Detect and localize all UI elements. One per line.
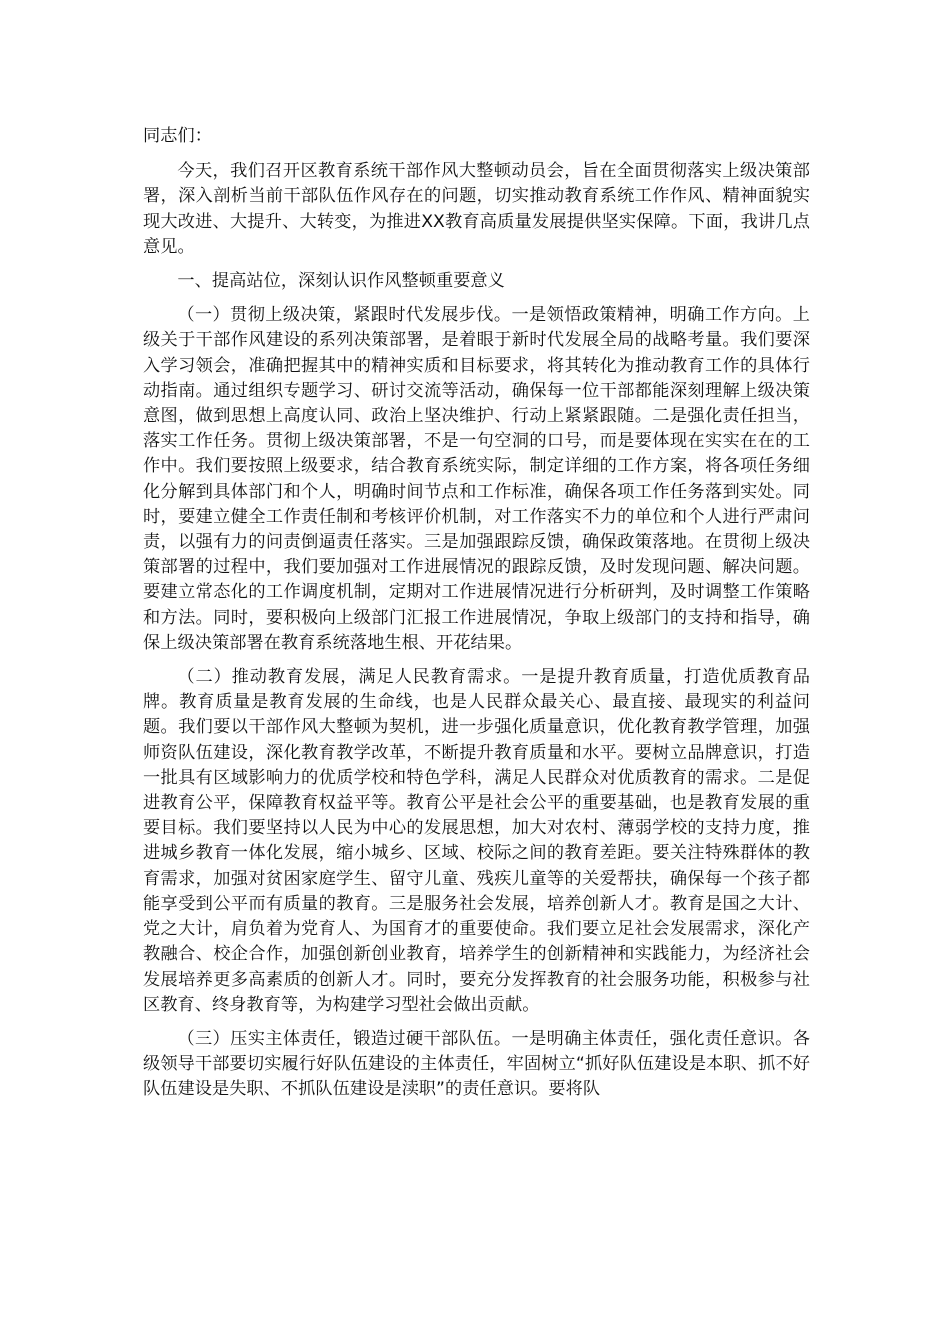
section-heading: 一、提高站位，深刻认识作风整顿重要意义 <box>177 271 505 292</box>
intro-paragraph: 今天，我们召开区教育系统干部作风大整顿动员会，旨在全面贯彻落实上级决策部署，深入剖析当前干部队伍作风存在的问题，切实推动教育系统工作作风、精神面貌实现大改进、大提升、大转变，为推进XX教育高质量发展提供坚实保障。下面，我讲几点意见。 <box>143 161 810 257</box>
body-paragraph-3: （三）压实主体责任，锻造过硬干部队伍。一是明确主体责任，强化责任意识。各级领导干部要切实履行好队伍建设的主体责任，牢固树立“抓好队伍建设是本职、抓不好队伍建设是失职、不抓队伍建设是渎职”的责任意识。要将队 <box>143 1028 810 1100</box>
body-paragraph-2: （二）推动教育发展，满足人民教育需求。一是提升教育质量，打造优质教育品牌。教育质量是教育发展的生命线，也是人民群众最关心、最直接、最现实的利益问题。我们要以干部作风大整顿为契机，进一步强化质量意识，优化教育教学管理，加强师资队伍建设，深化教育教学改革，不断提升教育质量和水平。要树立品牌意识，打造一批具有区域影响力的优质学校和特色学科，满足人民群众对优质教育的需求。二是促进教育公平，保障教育权益平等。教育公平是社会公平的重要基础，也是教育发展的重要目标。我们要坚持以人民为中心的发展思想，加大对农村、薄弱学校的支持力度，推进城乡教育一体化发展，缩小城乡、区域、校际之间的教育差距。要关注特殊群体的教育需求，加强对贫困家庭学生、留守儿童、残疾儿童等的关爱帮扶，确保每一个孩子都能享受到公平而有质量的教育。三是服务社会发展，培养创新人才。教育是国之大计、党之大计，肩负着为党育人、为国育才的重要使命。我们要立足社会发展需求，深化产教融合、校企合作，加强创新创业教育，培养学生的创新精神和实践能力，为经济社会发展培养更多高素质的创新人才。同时，要充分发挥教育的社会服务功能，积极参与社区教育、终身教育等，为构建学习型社会做出贡献。 <box>143 667 810 1015</box>
body-paragraph-1: （一）贯彻上级决策，紧跟时代发展步伐。一是领悟政策精神，明确工作方向。上级关于干部作风建设的系列决策部署，是着眼于新时代发展全局的战略考量。我们要深入学习领会，准确把握其中的精神实质和目标要求，将其转化为推动教育工作的具体行动指南。通过组织专题学习、研讨交流等活动，确保每一位干部都能深刻理解上级决策意图，做到思想上高度认同、政治上坚决维护、行动上紧紧跟随。二是强化责任担当，落实工作任务。贯彻上级决策部署，不是一句空洞的口号，而是要体现在实实在在的工作中。我们要按照上级要求，结合教育系统实际，制定详细的工作方案，将各项任务细化分解到具体部门和个人，明确时间节点和工作标准，确保各项工作任务落到实处。同时，要建立健全工作责任制和考核评价机制，对工作落实不力的单位和个人进行严肃问责，以强有力的问责倒逼责任落实。三是加强跟踪反馈，确保政策落地。在贯彻上级决策部署的过程中，我们要加强对工作进展情况的跟踪反馈，及时发现问题、解决问题。要建立常态化的工作调度机制，定期对工作进展情况进行分析研判，及时调整工作策略和方法。同时，要积极向上级部门汇报工作进展情况，争取上级部门的支持和指导，确保上级决策部署在教育系统落地生根、开花结果。 <box>143 305 810 653</box>
document-body <box>143 124 810 1112</box>
greeting: 同志们： <box>143 126 212 146</box>
